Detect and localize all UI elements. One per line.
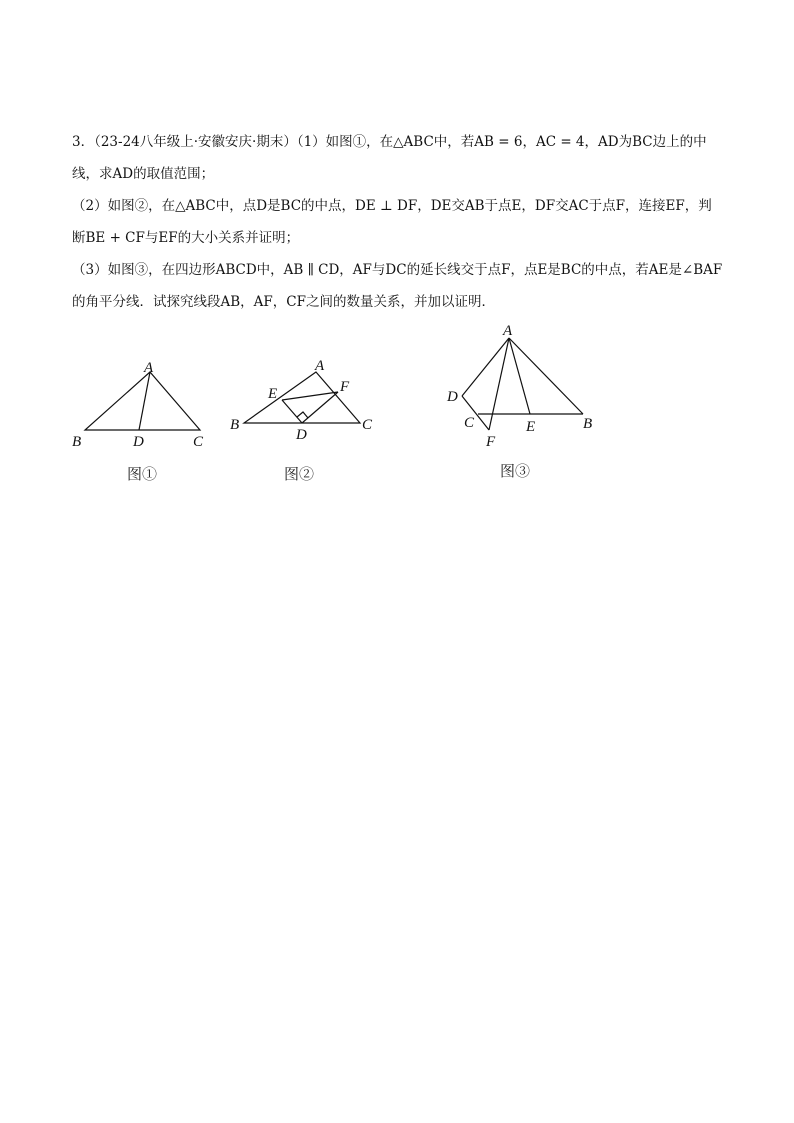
fig1-label-d: D [133,434,144,450]
fig3-segment-af [489,338,509,430]
fig2-label-f: F [340,379,350,395]
fig2-caption: 图② [284,467,315,483]
problem-line-6: 的角平分线．试探究线段AB，AF，CF之间的数量关系，并加以证明． [72,294,495,310]
problem-line-5: （3）如图③，在四边形ABCD中，AB ∥ CD，AF与DC的延长线交于点F，点E是BC的中点，若AE是∠BAF [72,262,723,278]
fig3-label-a: A [503,323,513,339]
problem-line-2: 线，求AD的取值范围； [72,166,215,182]
fig1-label-c: C [193,434,204,450]
fig3-segment-ad [462,338,509,396]
fig3-label-c: C [464,415,475,431]
problem-line-4: 断BE + CF与EF的大小关系并证明； [72,230,300,246]
fig2-segment-de [282,400,302,423]
fig3-label-e: E [526,419,536,435]
fig2-label-a: A [315,358,325,374]
fig2-label-d: D [296,427,307,443]
fig1-label-a: A [144,360,154,376]
fig2-label-e: E [268,386,278,402]
fig2-right-angle-mark [297,412,308,418]
fig1-label-b: B [72,434,82,450]
fig3-label-f: F [486,434,496,450]
fig2-label-c: C [362,417,373,433]
problem-line-1: 3．（23-24八年级上·安徽安庆·期末）（1）如图①，在△ABC中，若AB = 6，AC = 4，AD为BC边上的中 [72,134,707,150]
fig2-label-b: B [230,417,240,433]
fig1-caption: 图① [127,467,158,483]
problem-line-3: （2）如图②，在△ABC中，点D是BC的中点，DE ⊥ DF，DE交AB于点E，DF交AC于点F，连接EF，判 [72,198,712,214]
fig1-triangle [85,372,200,430]
fig3-label-b: B [583,416,593,432]
fig3-caption: 图③ [500,464,531,480]
fig3-label-d: D [447,389,458,405]
